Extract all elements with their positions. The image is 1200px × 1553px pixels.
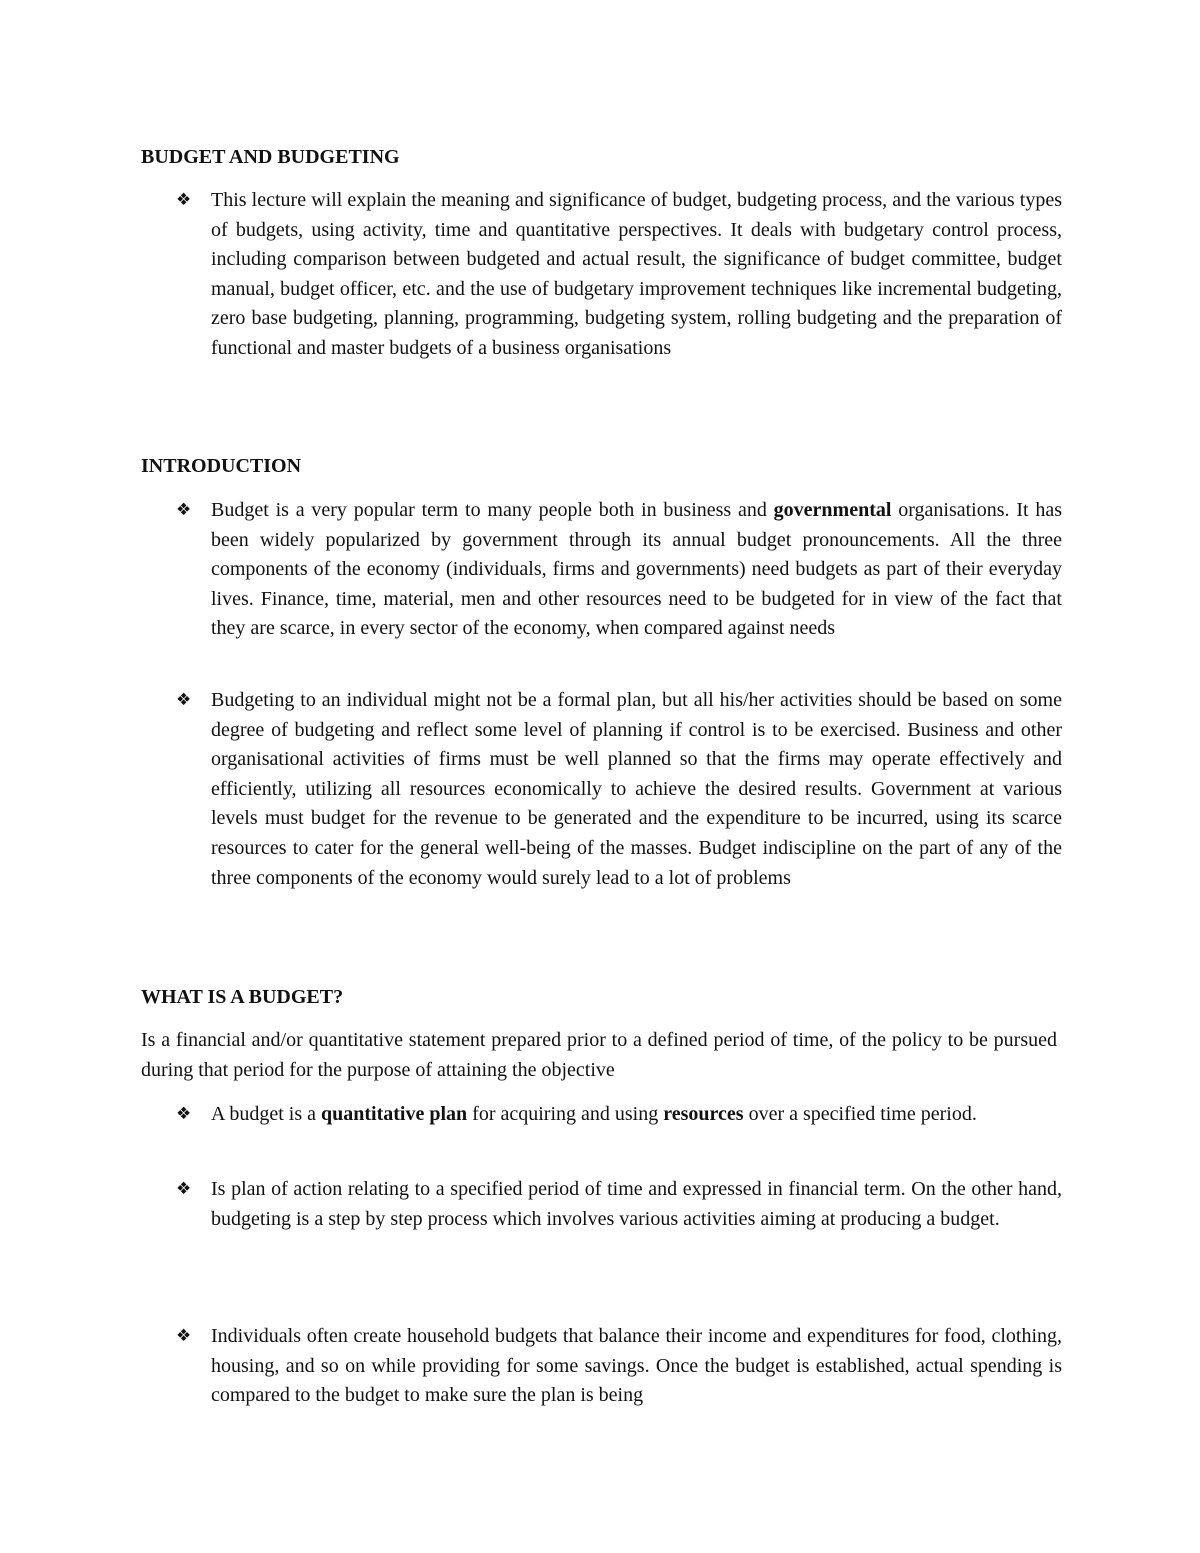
bullet-plan-of-action (176, 1175, 1062, 1234)
diamond-bullet-icon: ❖ (176, 1326, 192, 1346)
diamond-bullet-icon: ❖ (176, 1104, 192, 1124)
diamond-bullet-icon: ❖ (176, 190, 192, 210)
heading-budget-and-budgeting: BUDGET AND BUDGETING (141, 146, 400, 168)
bold-term: quantitative plan (321, 1103, 468, 1125)
diamond-bullet-icon: ❖ (176, 1179, 192, 1199)
bold-term: resources (663, 1103, 744, 1125)
bullet-quantitative-plan (176, 1100, 1062, 1130)
bullet-text: Is plan of action relating to a specified period of time and expressed in financial term. On the other hand, budgeting is a step by step process which involves various activities aiming at producing a budget. (211, 1178, 1062, 1230)
bullet-text: Individuals often create household budgets that balance their income and expenditures for food, clothing, housing, and so on while providing for some savings. Once the budget is established, actual spending is compared to the budget to make sure the plan is being (211, 1325, 1062, 1407)
bullet-household-budgets (176, 1322, 1062, 1411)
bullet-text: A budget is a quantitative plan for acquiring and using resources over a specified time period. (211, 1103, 977, 1125)
heading-introduction: INTRODUCTION (141, 455, 302, 477)
bullet-text: Budgeting to an individual might not be a formal plan, but all his/her activities should be based on some degree of budgeting and reflect some level of planning if control is to be exercised. Business and other organisational activities of firms must be well planned so that the firms may operate effectively and efficiently, utilizing all resources economically to achieve the desired results. Government at various levels must budget for the revenue to be generated and the expenditure to be incurred, using its scarce resources to cater for the general well-being of the masses. Budget indiscipline on the part of any of the three components of the economy would surely lead to a lot of problems (211, 689, 1062, 889)
bullet-lecture-overview (176, 186, 1062, 364)
bullet-budget-popular-term (176, 496, 1062, 644)
diamond-bullet-icon: ❖ (176, 500, 192, 520)
bullet-text: This lecture will explain the meaning and significance of budget, budgeting process, and the various types of budgets, using activity, time and quantitative perspectives. It deals with budgetary control process, including comparison between budgeted and actual result, the significance of budget committee, budget manual, budget officer, etc. and the use of budgetary improvement techniques like incremental budgeting, zero base budgeting, planning, programming, budgeting system, rolling budgeting and the preparation of functional and master budgets of a business organisations (211, 189, 1062, 359)
bullet-budgeting-individual (176, 686, 1062, 893)
diamond-bullet-icon: ❖ (176, 690, 192, 710)
bullet-text: Budget is a very popular term to many people both in business and governmental organisations. It has been widely popularized by government through its annual budget pronouncements. All the three components of the economy (individuals, firms and governments) need budgets as part of their everyday lives. Finance, time, material, men and other resources need to be budgeted for in view of the fact that they are scarce, in every sector of the economy, when compared against needs (211, 499, 1062, 640)
bold-term: governmental (773, 499, 892, 521)
definition-paragraph: Is a financial and/or quantitative statement prepared prior to a defined period of time, of the policy to be pursued during that period for the purpose of attaining the objective (141, 1029, 1057, 1081)
heading-what-is-a-budget: WHAT IS A BUDGET? (141, 986, 344, 1008)
